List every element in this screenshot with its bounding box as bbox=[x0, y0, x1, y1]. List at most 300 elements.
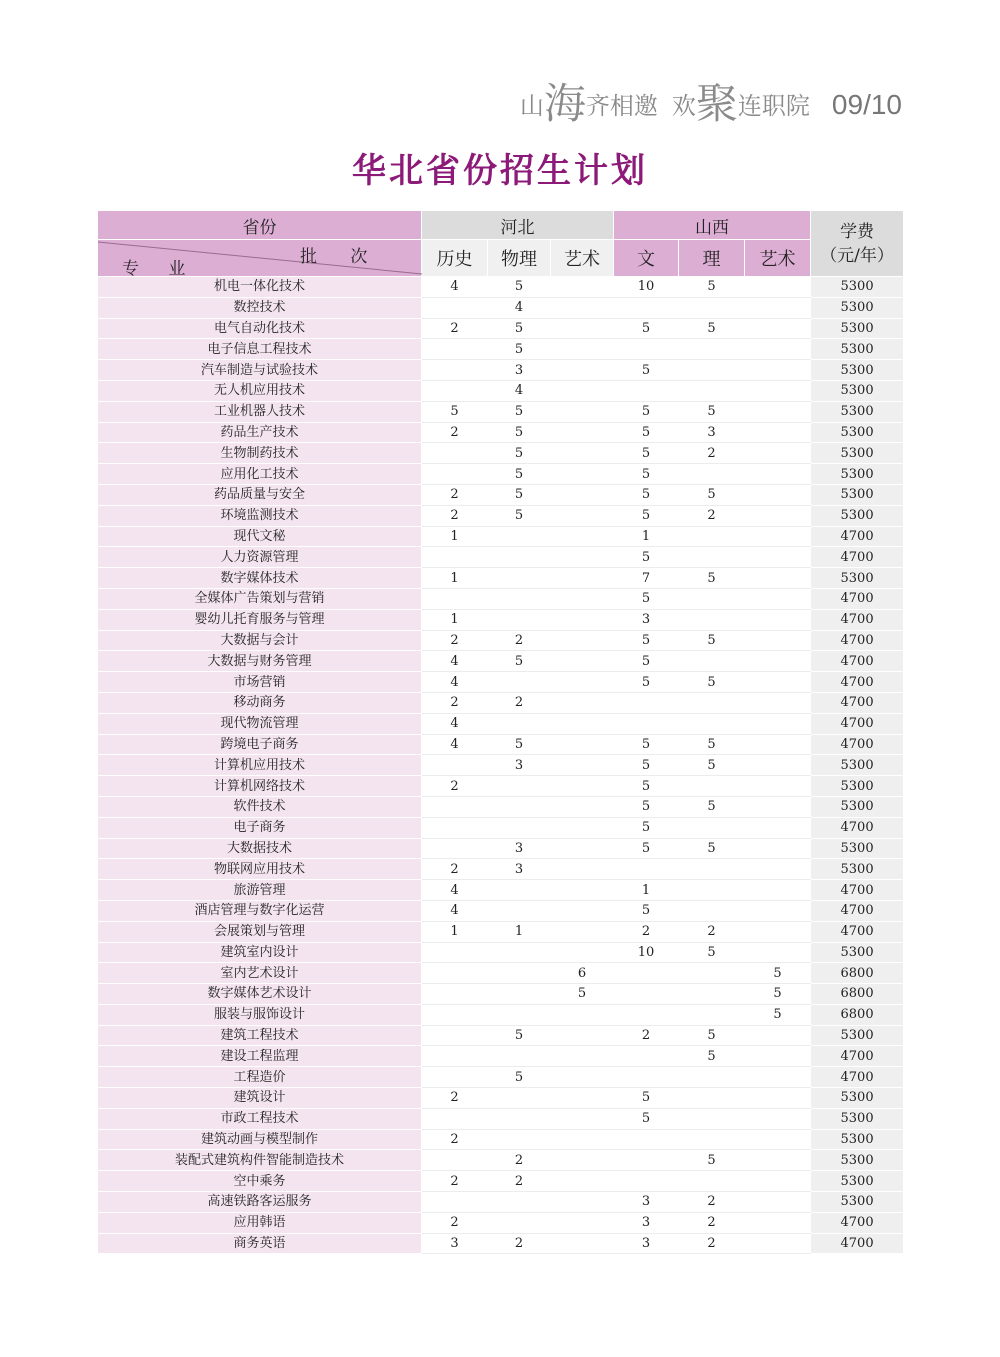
quota-cell bbox=[488, 1192, 551, 1213]
quota-cell bbox=[488, 1046, 551, 1067]
quota-cell bbox=[488, 713, 551, 734]
quota-cell: 5 bbox=[679, 1150, 745, 1171]
fee-cell: 4700 bbox=[811, 900, 904, 921]
fee-header-label: 学费 bbox=[840, 221, 875, 242]
quota-cell bbox=[745, 588, 811, 609]
quota-cell bbox=[745, 817, 811, 838]
quota-cell bbox=[551, 1129, 614, 1150]
quota-cell bbox=[745, 1046, 811, 1067]
table-row bbox=[98, 1192, 904, 1213]
quota-cell bbox=[679, 526, 745, 547]
table-row bbox=[98, 796, 904, 817]
table-row bbox=[98, 713, 904, 734]
quota-cell: 5 bbox=[679, 734, 745, 755]
quota-cell bbox=[488, 963, 551, 984]
quota-cell: 5 bbox=[614, 1088, 679, 1109]
quota-cell bbox=[745, 1212, 811, 1233]
major-name: 建设工程监理 bbox=[98, 1046, 422, 1067]
fee-cell: 4700 bbox=[811, 1067, 904, 1088]
table-row bbox=[98, 505, 904, 526]
major-name: 全媒体广告策划与营销 bbox=[98, 588, 422, 609]
table-row bbox=[98, 526, 904, 547]
quota-cell: 5 bbox=[488, 318, 551, 339]
quota-cell: 2 bbox=[422, 505, 488, 526]
quota-cell bbox=[551, 755, 614, 776]
quota-cell bbox=[551, 609, 614, 630]
quota-cell bbox=[745, 505, 811, 526]
subject-shanxi-arts: 文 bbox=[614, 240, 679, 277]
quota-cell bbox=[422, 1192, 488, 1213]
quota-cell: 2 bbox=[679, 1212, 745, 1233]
fee-cell: 6800 bbox=[811, 1004, 904, 1025]
quota-cell bbox=[422, 838, 488, 859]
quota-cell bbox=[422, 1108, 488, 1129]
major-name: 旅游管理 bbox=[98, 880, 422, 901]
quota-cell bbox=[745, 1150, 811, 1171]
quota-cell bbox=[614, 1129, 679, 1150]
major-name: 会展策划与管理 bbox=[98, 921, 422, 942]
quota-cell bbox=[551, 526, 614, 547]
fee-cell: 4700 bbox=[811, 921, 904, 942]
quota-cell bbox=[745, 838, 811, 859]
quota-cell bbox=[679, 900, 745, 921]
quota-cell: 5 bbox=[679, 838, 745, 859]
quota-cell bbox=[745, 1129, 811, 1150]
quota-cell: 2 bbox=[488, 692, 551, 713]
fee-cell: 5300 bbox=[811, 859, 904, 880]
major-name: 应用化工技术 bbox=[98, 464, 422, 485]
quota-cell: 5 bbox=[614, 318, 679, 339]
fee-cell: 5300 bbox=[811, 360, 904, 381]
quota-cell bbox=[745, 484, 811, 505]
quota-cell bbox=[745, 630, 811, 651]
quota-cell: 1 bbox=[422, 526, 488, 547]
subject-shanxi-science: 理 bbox=[679, 240, 745, 277]
fee-cell: 5300 bbox=[811, 277, 904, 298]
quota-cell bbox=[551, 568, 614, 589]
major-label: 专 业 bbox=[122, 259, 198, 279]
quota-cell: 5 bbox=[488, 1025, 551, 1046]
quota-cell: 5 bbox=[488, 464, 551, 485]
quota-cell: 2 bbox=[679, 443, 745, 464]
fee-cell: 4700 bbox=[811, 547, 904, 568]
quota-cell bbox=[551, 859, 614, 880]
fee-cell: 5300 bbox=[811, 776, 904, 797]
quota-cell: 5 bbox=[488, 277, 551, 298]
slogan-char-5: 聚 bbox=[695, 79, 738, 128]
quota-cell: 4 bbox=[488, 380, 551, 401]
table-row bbox=[98, 1171, 904, 1192]
quota-cell bbox=[679, 963, 745, 984]
quota-cell bbox=[679, 464, 745, 485]
quota-cell: 5 bbox=[679, 672, 745, 693]
quota-cell bbox=[551, 734, 614, 755]
quota-cell bbox=[488, 1129, 551, 1150]
quota-cell bbox=[422, 755, 488, 776]
province-shanxi: 山西 bbox=[614, 211, 811, 240]
table-row bbox=[98, 651, 904, 672]
quota-cell bbox=[745, 776, 811, 797]
quota-cell bbox=[551, 692, 614, 713]
major-name: 空中乘务 bbox=[98, 1171, 422, 1192]
table-row bbox=[98, 900, 904, 921]
quota-cell: 5 bbox=[614, 734, 679, 755]
quota-cell bbox=[551, 1067, 614, 1088]
quota-cell bbox=[745, 380, 811, 401]
quota-cell bbox=[745, 755, 811, 776]
fee-cell: 4700 bbox=[811, 672, 904, 693]
quota-cell: 2 bbox=[422, 630, 488, 651]
quota-cell: 5 bbox=[745, 963, 811, 984]
table-row bbox=[98, 692, 904, 713]
quota-cell bbox=[614, 713, 679, 734]
quota-cell bbox=[488, 776, 551, 797]
fee-cell: 5300 bbox=[811, 1192, 904, 1213]
table-row bbox=[98, 1108, 904, 1129]
page-title: 华北省份招生计划 bbox=[352, 151, 648, 191]
province-header: 省份 bbox=[98, 211, 422, 240]
quota-cell bbox=[745, 859, 811, 880]
slogan-char-4: 欢 bbox=[671, 92, 696, 120]
slogan-char-3: 齐相邀 bbox=[585, 92, 658, 120]
fee-cell: 4700 bbox=[811, 1233, 904, 1254]
major-name: 生物制药技术 bbox=[98, 443, 422, 464]
quota-cell bbox=[614, 1046, 679, 1067]
quota-cell bbox=[614, 984, 679, 1005]
quota-cell bbox=[551, 1150, 614, 1171]
slogan-char-6: 连职院 bbox=[737, 92, 810, 120]
major-name: 数字媒体技术 bbox=[98, 568, 422, 589]
table-row bbox=[98, 547, 904, 568]
quota-cell bbox=[679, 588, 745, 609]
quota-cell: 2 bbox=[488, 1150, 551, 1171]
major-name: 工程造价 bbox=[98, 1067, 422, 1088]
quota-cell: 2 bbox=[614, 921, 679, 942]
batch-major-corner bbox=[98, 240, 422, 277]
fee-cell: 5300 bbox=[811, 755, 904, 776]
quota-cell: 5 bbox=[679, 568, 745, 589]
province-hebei: 河北 bbox=[422, 211, 614, 240]
major-name: 药品质量与安全 bbox=[98, 484, 422, 505]
quota-cell bbox=[745, 1192, 811, 1213]
quota-cell bbox=[551, 443, 614, 464]
table-row bbox=[98, 443, 904, 464]
enrollment-table bbox=[97, 210, 904, 1254]
fee-cell: 6800 bbox=[811, 963, 904, 984]
major-name: 移动商务 bbox=[98, 692, 422, 713]
quota-cell bbox=[551, 277, 614, 298]
fee-cell: 5300 bbox=[811, 568, 904, 589]
table-row bbox=[98, 838, 904, 859]
quota-cell bbox=[488, 796, 551, 817]
quota-cell: 1 bbox=[422, 609, 488, 630]
quota-cell bbox=[422, 547, 488, 568]
fee-header bbox=[811, 211, 904, 277]
table-row bbox=[98, 1046, 904, 1067]
quota-cell bbox=[745, 796, 811, 817]
quota-cell bbox=[745, 360, 811, 381]
quota-cell: 4 bbox=[422, 880, 488, 901]
major-name: 药品生产技术 bbox=[98, 422, 422, 443]
table-row bbox=[98, 1004, 904, 1025]
quota-cell: 5 bbox=[614, 464, 679, 485]
quota-cell bbox=[551, 776, 614, 797]
quota-cell bbox=[679, 1129, 745, 1150]
quota-cell bbox=[551, 1212, 614, 1233]
quota-cell: 6 bbox=[551, 963, 614, 984]
quota-cell: 5 bbox=[614, 672, 679, 693]
major-name: 大数据与财务管理 bbox=[98, 651, 422, 672]
major-name: 建筑动画与模型制作 bbox=[98, 1129, 422, 1150]
quota-cell bbox=[679, 984, 745, 1005]
quota-cell bbox=[422, 297, 488, 318]
quota-cell bbox=[551, 360, 614, 381]
major-name: 现代物流管理 bbox=[98, 713, 422, 734]
quota-cell bbox=[745, 1108, 811, 1129]
quota-cell bbox=[551, 422, 614, 443]
quota-cell bbox=[422, 339, 488, 360]
fee-cell: 5300 bbox=[811, 1171, 904, 1192]
quota-cell bbox=[745, 422, 811, 443]
quota-cell bbox=[488, 672, 551, 693]
quota-cell bbox=[679, 651, 745, 672]
table-row bbox=[98, 963, 904, 984]
fee-cell: 5300 bbox=[811, 422, 904, 443]
quota-cell bbox=[679, 1171, 745, 1192]
quota-cell: 5 bbox=[614, 755, 679, 776]
table-row bbox=[98, 464, 904, 485]
major-name: 大数据与会计 bbox=[98, 630, 422, 651]
quota-cell: 2 bbox=[422, 776, 488, 797]
quota-cell: 5 bbox=[679, 484, 745, 505]
quota-cell bbox=[422, 796, 488, 817]
table-row bbox=[98, 1212, 904, 1233]
quota-cell: 5 bbox=[679, 277, 745, 298]
table-row bbox=[98, 1150, 904, 1171]
table-row bbox=[98, 422, 904, 443]
quota-cell: 5 bbox=[614, 588, 679, 609]
major-name: 工业机器人技术 bbox=[98, 401, 422, 422]
major-name: 市政工程技术 bbox=[98, 1108, 422, 1129]
fee-cell: 5300 bbox=[811, 1088, 904, 1109]
fee-cell: 4700 bbox=[811, 630, 904, 651]
fee-cell: 5300 bbox=[811, 505, 904, 526]
quota-cell: 5 bbox=[488, 401, 551, 422]
major-name: 应用韩语 bbox=[98, 1212, 422, 1233]
quota-cell bbox=[614, 297, 679, 318]
quota-cell: 3 bbox=[488, 859, 551, 880]
quota-cell: 5 bbox=[679, 942, 745, 963]
table-row bbox=[98, 277, 904, 298]
quota-cell bbox=[488, 547, 551, 568]
quota-cell bbox=[745, 1088, 811, 1109]
quota-cell bbox=[488, 1108, 551, 1129]
quota-cell bbox=[422, 464, 488, 485]
quota-cell bbox=[422, 1150, 488, 1171]
quota-cell bbox=[745, 713, 811, 734]
quota-cell bbox=[551, 651, 614, 672]
quota-cell: 2 bbox=[422, 318, 488, 339]
fee-cell: 5300 bbox=[811, 443, 904, 464]
major-name: 服装与服饰设计 bbox=[98, 1004, 422, 1025]
quota-cell bbox=[679, 1088, 745, 1109]
quota-cell: 3 bbox=[679, 422, 745, 443]
quota-cell: 2 bbox=[488, 1171, 551, 1192]
major-name: 建筑设计 bbox=[98, 1088, 422, 1109]
table-row bbox=[98, 609, 904, 630]
quota-cell bbox=[488, 588, 551, 609]
quota-cell: 4 bbox=[422, 734, 488, 755]
quota-cell bbox=[679, 297, 745, 318]
quota-cell: 5 bbox=[614, 484, 679, 505]
table-row bbox=[98, 776, 904, 797]
major-name: 机电一体化技术 bbox=[98, 277, 422, 298]
major-name: 电气自动化技术 bbox=[98, 318, 422, 339]
quota-cell: 1 bbox=[614, 526, 679, 547]
table-row bbox=[98, 380, 904, 401]
table-row bbox=[98, 880, 904, 901]
quota-cell bbox=[422, 588, 488, 609]
quota-cell bbox=[745, 651, 811, 672]
major-name: 现代文秘 bbox=[98, 526, 422, 547]
quota-cell bbox=[422, 963, 488, 984]
quota-cell: 5 bbox=[488, 505, 551, 526]
quota-cell: 5 bbox=[614, 796, 679, 817]
slogan-char-1: 山 bbox=[519, 92, 544, 120]
fee-cell: 4700 bbox=[811, 692, 904, 713]
fee-cell: 5300 bbox=[811, 318, 904, 339]
quota-cell: 2 bbox=[422, 1171, 488, 1192]
quota-cell: 5 bbox=[551, 984, 614, 1005]
quota-cell bbox=[679, 880, 745, 901]
quota-cell: 4 bbox=[488, 297, 551, 318]
major-name: 电子商务 bbox=[98, 817, 422, 838]
quota-cell: 5 bbox=[614, 900, 679, 921]
quota-cell bbox=[551, 297, 614, 318]
major-name: 市场营销 bbox=[98, 672, 422, 693]
quota-cell: 2 bbox=[422, 1088, 488, 1109]
quota-cell bbox=[551, 838, 614, 859]
quota-cell bbox=[551, 318, 614, 339]
quota-cell bbox=[422, 1067, 488, 1088]
table-row bbox=[98, 360, 904, 381]
quota-cell bbox=[745, 609, 811, 630]
quota-cell: 5 bbox=[488, 734, 551, 755]
quota-cell bbox=[745, 547, 811, 568]
quota-cell bbox=[679, 859, 745, 880]
quota-cell bbox=[614, 1067, 679, 1088]
table-row bbox=[98, 588, 904, 609]
quota-cell bbox=[551, 484, 614, 505]
fee-cell: 4700 bbox=[811, 817, 904, 838]
quota-cell: 3 bbox=[488, 360, 551, 381]
table-row bbox=[98, 1129, 904, 1150]
fee-cell: 5300 bbox=[811, 297, 904, 318]
quota-cell bbox=[679, 1004, 745, 1025]
quota-cell bbox=[551, 1108, 614, 1129]
quota-cell bbox=[614, 380, 679, 401]
major-name: 数控技术 bbox=[98, 297, 422, 318]
quota-cell: 5 bbox=[614, 547, 679, 568]
quota-cell bbox=[551, 921, 614, 942]
batch-label: 批 次 bbox=[300, 247, 382, 267]
table-row bbox=[98, 297, 904, 318]
table-row bbox=[98, 484, 904, 505]
major-name: 数字媒体艺术设计 bbox=[98, 984, 422, 1005]
quota-cell: 5 bbox=[679, 318, 745, 339]
fee-cell: 5300 bbox=[811, 1129, 904, 1150]
subject-shanxi-art: 艺术 bbox=[745, 240, 811, 277]
quota-cell bbox=[679, 1108, 745, 1129]
fee-cell: 4700 bbox=[811, 713, 904, 734]
quota-cell bbox=[745, 672, 811, 693]
table-row bbox=[98, 817, 904, 838]
quota-cell bbox=[745, 1025, 811, 1046]
quota-cell bbox=[551, 880, 614, 901]
quota-cell bbox=[745, 401, 811, 422]
fee-cell: 5300 bbox=[811, 1108, 904, 1129]
quota-cell bbox=[488, 900, 551, 921]
quota-cell bbox=[551, 1171, 614, 1192]
major-name: 装配式建筑构件智能制造技术 bbox=[98, 1150, 422, 1171]
quota-cell bbox=[679, 692, 745, 713]
quota-cell: 5 bbox=[614, 776, 679, 797]
quota-cell: 3 bbox=[614, 1212, 679, 1233]
quota-cell bbox=[679, 360, 745, 381]
table-row bbox=[98, 1067, 904, 1088]
major-name: 商务英语 bbox=[98, 1233, 422, 1254]
quota-cell bbox=[488, 609, 551, 630]
quota-cell bbox=[745, 1067, 811, 1088]
quota-cell: 5 bbox=[679, 401, 745, 422]
major-name: 电子信息工程技术 bbox=[98, 339, 422, 360]
quota-cell: 3 bbox=[614, 1192, 679, 1213]
fee-cell: 4700 bbox=[811, 651, 904, 672]
quota-cell: 2 bbox=[679, 1192, 745, 1213]
quota-cell bbox=[422, 942, 488, 963]
fee-cell: 4700 bbox=[811, 734, 904, 755]
quota-cell bbox=[422, 817, 488, 838]
quota-cell bbox=[488, 880, 551, 901]
quota-cell: 5 bbox=[614, 838, 679, 859]
quota-cell: 2 bbox=[422, 422, 488, 443]
quota-cell bbox=[745, 1171, 811, 1192]
table-row bbox=[98, 984, 904, 1005]
fee-cell: 4700 bbox=[811, 1212, 904, 1233]
quota-cell bbox=[422, 1046, 488, 1067]
quota-cell bbox=[551, 1233, 614, 1254]
fee-cell: 5300 bbox=[811, 464, 904, 485]
quota-cell bbox=[614, 963, 679, 984]
quota-cell: 5 bbox=[745, 984, 811, 1005]
quota-cell: 1 bbox=[614, 880, 679, 901]
quota-cell bbox=[745, 900, 811, 921]
quota-cell bbox=[551, 1025, 614, 1046]
quota-cell: 4 bbox=[422, 672, 488, 693]
quota-cell bbox=[679, 339, 745, 360]
fee-cell: 5300 bbox=[811, 1025, 904, 1046]
quota-cell bbox=[551, 547, 614, 568]
quota-cell bbox=[551, 339, 614, 360]
table-row bbox=[98, 339, 904, 360]
fee-cell: 5300 bbox=[811, 380, 904, 401]
quota-cell bbox=[422, 360, 488, 381]
quota-cell bbox=[422, 984, 488, 1005]
table-row bbox=[98, 921, 904, 942]
quota-cell: 5 bbox=[614, 505, 679, 526]
quota-cell bbox=[551, 672, 614, 693]
quota-cell bbox=[679, 547, 745, 568]
